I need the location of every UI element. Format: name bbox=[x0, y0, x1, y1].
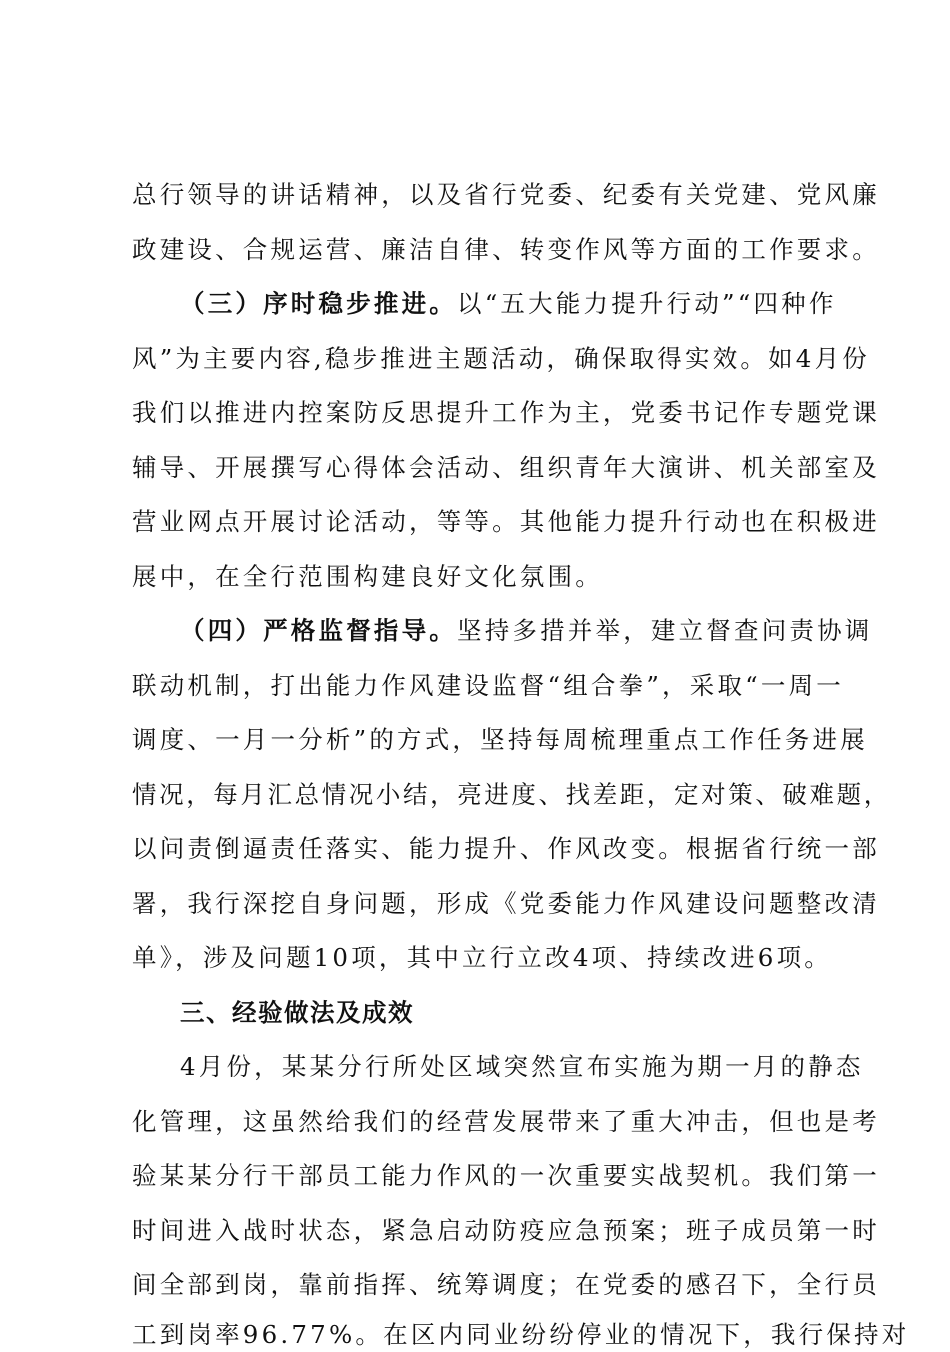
paragraph-three-text: 以“五大能力提升行动”“四种作 bbox=[457, 289, 837, 318]
body-line: 间全部到岗，靠前指挥、统筹调度；在党委的感召下，全行员 bbox=[132, 1270, 880, 1299]
body-line: 验某某分行干部员工能力作风的一次重要实战契机。我们第一 bbox=[132, 1161, 880, 1190]
body-line: 情况，每月汇总情况小结，亮进度、找差距，定对策、破难题， bbox=[132, 780, 891, 809]
paragraph-four-text: 坚持多措并举，建立督查问责协调 bbox=[457, 616, 873, 645]
paragraph-five-first-line: 4月份，某某分行所处区域突然宣布实施为期一月的静态 bbox=[180, 1052, 864, 1081]
body-line: 联动机制，打出能力作风建设监督“组合拳”，采取“一周一 bbox=[132, 671, 844, 700]
body-line: 我们以推进内控案防反思提升工作为主，党委书记作专题党课 bbox=[132, 398, 880, 427]
body-line: 政建设、合规运营、廉洁自律、转变作风等方面的工作要求。 bbox=[132, 235, 880, 264]
body-line: 时间进入战时状态，紧急启动防疫应急预案；班子成员第一时 bbox=[132, 1216, 880, 1245]
body-line: 调度、一月一分析”的方式，坚持每周梳理重点工作任务进展 bbox=[132, 725, 868, 754]
paragraph-four-first-line bbox=[180, 614, 873, 648]
paragraph-four-lead: （四）严格监督指导。 bbox=[180, 616, 457, 645]
body-line: 化管理，这虽然给我们的经营发展带来了重大冲击，但也是考 bbox=[132, 1107, 880, 1136]
body-line: 总行领导的讲话精神，以及省行党委、纪委有关党建、党风廉 bbox=[132, 180, 880, 209]
paragraph-three-lead: （三）序时稳步推进。 bbox=[180, 289, 457, 318]
body-line: 展中，在全行范围构建良好文化氛围。 bbox=[132, 562, 603, 591]
paragraph-three-first-line bbox=[180, 287, 837, 321]
body-line: 工到岗率96.77%。在区内同业纷纷停业的情况下，我行保持对 bbox=[132, 1320, 910, 1349]
body-line: 单》，涉及问题10项，其中立行立改4项、持续改进6项。 bbox=[132, 943, 832, 972]
body-line: 营业网点开展讨论活动，等等。其他能力提升行动也在积极进 bbox=[132, 507, 880, 536]
body-line: 辅导、开展撰写心得体会活动、组织青年大演讲、机关部室及 bbox=[132, 453, 880, 482]
body-line: 署，我行深挖自身问题，形成《党委能力作风建设问题整改清 bbox=[132, 889, 880, 918]
body-line: 风”为主要内容,稳步推进主题活动，确保取得实效。如4月份 bbox=[132, 344, 870, 373]
section-heading: 三、经验做法及成效 bbox=[180, 998, 414, 1027]
body-line: 以问责倒逼责任落实、能力提升、作风改变。根据省行统一部 bbox=[132, 834, 880, 863]
